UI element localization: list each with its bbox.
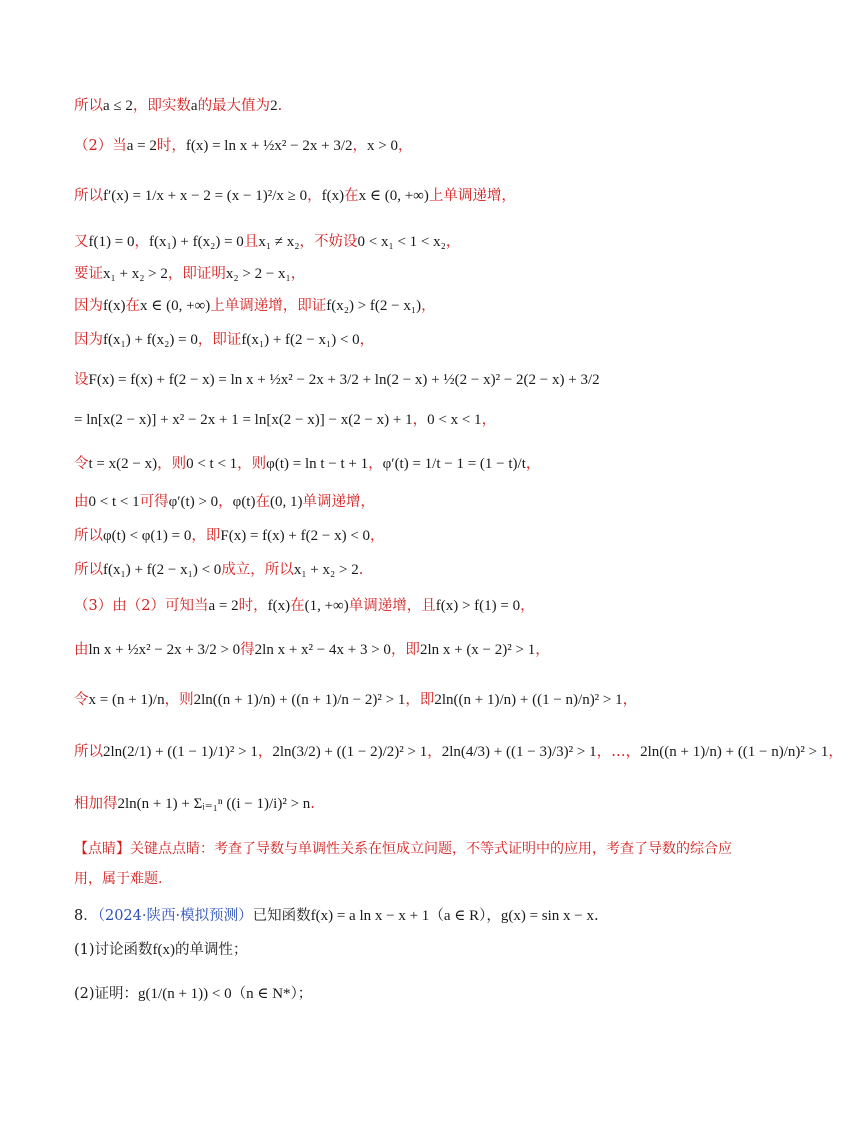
math-expression: f(1) = 0 <box>88 234 135 250</box>
text-span: 单调递增，且 <box>348 598 436 614</box>
math-expression: f(x) > f(1) = 0 <box>435 598 521 614</box>
text-span: ， <box>368 456 383 472</box>
text-line <box>74 526 740 546</box>
text-span: . <box>310 796 315 812</box>
text-span: ，则 <box>157 456 187 472</box>
math-expression: 2ln(2/1) + ((1 − 1)/1)² > 1 <box>103 744 258 760</box>
key-point-tag: 【点睛】 <box>74 841 130 857</box>
text-span: ， <box>481 412 497 428</box>
text-span: 已知函数 <box>252 908 311 924</box>
text-span: 上单调递增， <box>428 188 516 204</box>
math-expression: 0 < x < 1 <box>427 412 482 428</box>
math-expression: a = 2 <box>208 598 239 614</box>
math-expression: f(x) = ln x + ½x² − 2x + 3/2 <box>185 138 353 154</box>
math-expression: x ∈ (0, +∞) <box>140 298 211 314</box>
text-span: ， <box>257 744 273 760</box>
text-span: ）； <box>290 986 313 1002</box>
text-span: 时， <box>156 138 186 154</box>
text-span: ，即证明 <box>167 266 226 282</box>
math-expression: t = x(2 − x) <box>88 456 158 472</box>
math-expression: a <box>190 98 198 114</box>
math-expression: φ(t) <box>232 494 256 510</box>
text-span: 且 <box>243 234 259 250</box>
text-line <box>74 264 740 284</box>
math-expression: a ∈ R <box>443 908 480 924</box>
text-span: 设 <box>74 372 89 388</box>
text-span: ， <box>359 332 375 348</box>
text-span: ， <box>421 298 436 314</box>
text-span: 由 <box>74 642 89 658</box>
text-span: ， <box>828 744 843 760</box>
text-span: ， <box>370 528 385 544</box>
text-span: 在 <box>344 188 359 204</box>
text-span: 要证 <box>74 266 103 282</box>
text-span: 得 <box>240 642 255 658</box>
math-expression: x = (n + 1)/n <box>88 692 165 708</box>
text-span: ， <box>134 234 149 250</box>
text-span: 的最大值为 <box>197 98 271 114</box>
text-span: （ <box>231 986 247 1002</box>
text-span: (2)证明： <box>74 986 139 1002</box>
text-line <box>74 640 740 660</box>
math-expression: f(x) <box>103 298 126 314</box>
text-line <box>74 186 740 206</box>
text-line <box>74 370 740 390</box>
text-line <box>74 742 843 762</box>
text-span: 上单调递增，即证 <box>210 298 327 314</box>
text-line <box>74 492 740 512</box>
text-line <box>74 690 740 710</box>
math-expression: f(x₁) + f(2 − x₁) < 0 <box>103 562 222 578</box>
text-span: 因为 <box>74 298 103 314</box>
math-expression: φ(t) < φ(1) = 0 <box>103 528 192 544</box>
text-span: 所以 <box>74 98 103 114</box>
math-expression: x₁ + x₂ > 2 <box>293 562 359 578</box>
math-expression: 2ln x + x² − 4x + 3 > 0 <box>254 642 391 658</box>
text-span: ， <box>218 494 233 510</box>
text-span: ，则 <box>237 456 267 472</box>
text-span: (1)讨论函数 <box>74 942 153 958</box>
math-expression: 0 < x₁ < 1 < x₂ <box>357 234 446 250</box>
key-point-comment <box>74 834 740 894</box>
math-expression: = ln[x(2 − x)] + x² − 2x + 1 = ln[x(2 − x)] − x(2 − x) + 1 <box>74 412 413 428</box>
text-span: ，即实数 <box>132 98 191 114</box>
text-span: 在 <box>290 598 305 614</box>
text-span: 又 <box>74 234 89 250</box>
text-span: 所以 <box>74 528 103 544</box>
text-span: 可得 <box>139 494 169 510</box>
math-expression: f(x) <box>152 942 176 958</box>
math-expression: a = 2 <box>126 138 157 154</box>
text-span: ）， <box>479 908 501 924</box>
text-span: ， <box>622 692 638 708</box>
text-span: ， <box>427 744 442 760</box>
math-expression: 2ln(n + 1) + Σᵢ₌₁ⁿ ((i − 1)/i)² > n <box>117 796 311 812</box>
text-span: ， <box>290 266 306 282</box>
text-span: ， <box>352 138 368 154</box>
text-line <box>74 136 740 156</box>
math-expression: f′(x) = 1/x + x − 2 = (x − 1)²/x ≥ 0 <box>103 188 308 204</box>
math-expression: f(x₂) > f(2 − x₁) <box>326 298 422 314</box>
math-expression: φ(t) = ln t − t + 1 <box>266 456 369 472</box>
math-expression: x > 0 <box>367 138 398 154</box>
math-expression: f(x₁) + f(2 − x₁) < 0 <box>241 332 360 348</box>
math-expression: φ′(t) = 1/t − 1 = (1 − t)/t <box>382 456 526 472</box>
text-span: ，即 <box>191 528 221 544</box>
math-expression: f(x) <box>321 188 345 204</box>
math-expression: g(x) = sin x − x <box>500 908 595 924</box>
math-expression: 2ln(3/2) + ((1 − 2)/2)² > 1 <box>272 744 428 760</box>
text-span: （ <box>429 908 444 924</box>
text-span: （3）由（2）可知当 <box>74 598 209 614</box>
text-line <box>74 906 740 926</box>
text-span: . <box>277 98 283 114</box>
math-expression: φ′(t) > 0 <box>168 494 219 510</box>
text-line <box>74 410 740 430</box>
math-expression: x₁ ≠ x₂ <box>258 234 300 250</box>
text-span: 令 <box>74 692 89 708</box>
text-span: ，则 <box>164 692 194 708</box>
math-expression: 2ln x + (x − 2)² > 1 <box>419 642 536 658</box>
text-span: . <box>594 908 599 924</box>
text-span: 8． <box>74 908 98 924</box>
text-span: 所以 <box>74 188 103 204</box>
text-span: 在 <box>125 298 140 314</box>
math-expression: x ∈ (0, +∞) <box>358 188 429 204</box>
text-line <box>74 330 740 350</box>
math-expression: 0 < t < 1 <box>88 494 140 510</box>
text-line <box>74 96 740 116</box>
math-expression: x₁ + x₂ > 2 <box>103 266 168 282</box>
text-line <box>74 940 740 960</box>
text-span: ， <box>535 642 550 658</box>
text-span: ，不妨设 <box>299 234 358 250</box>
math-expression: f(x₁) + f(x₂) = 0 <box>103 332 198 348</box>
math-expression: f(x) <box>267 598 291 614</box>
math-expression: (1, +∞) <box>304 598 349 614</box>
math-expression: g(1/(n + 1)) < 0 <box>138 986 232 1002</box>
math-expression: (0, 1) <box>269 494 303 510</box>
text-span: 令 <box>74 456 89 472</box>
text-line <box>74 984 740 1004</box>
math-expression: 0 < t < 1 <box>186 456 238 472</box>
math-expression: f(x) = a ln x − x + 1 <box>310 908 430 924</box>
text-span: 相加得 <box>74 796 118 812</box>
math-expression: 2ln(4/3) + ((1 − 3)/3)² > 1 <box>441 744 597 760</box>
text-line <box>74 596 740 616</box>
text-span: ，即 <box>405 692 435 708</box>
text-span: ，…， <box>596 744 641 760</box>
text-span: . <box>358 562 364 578</box>
math-expression: x₂ > 2 − x₁ <box>225 266 291 282</box>
math-expression: n ∈ N* <box>246 986 291 1002</box>
key-point-text: 关键点点睛：考查了导数与单调性关系在恒成立问题，不等式证明中的应用，考查了导数的综合应用，属于难题. <box>74 841 732 887</box>
text-span: 由 <box>74 494 89 510</box>
text-span: 因为 <box>74 332 103 348</box>
text-line <box>74 794 740 814</box>
text-span: （2024·陕西·模拟预测） <box>97 908 253 924</box>
text-line <box>74 454 740 474</box>
text-span: 在 <box>255 494 270 510</box>
text-span: 所以 <box>74 744 103 760</box>
text-span: ， <box>412 412 428 428</box>
text-span: ， <box>445 234 461 250</box>
text-span: 时， <box>238 598 268 614</box>
text-span: ， <box>520 598 535 614</box>
math-expression: 2ln((n + 1)/n) + ((1 − n)/n)² > 1 <box>640 744 829 760</box>
math-expression: F(x) = f(x) + f(2 − x) < 0 <box>220 528 371 544</box>
math-expression: F(x) = f(x) + f(2 − x) = ln x + ½x² − 2x + 3/2 + ln(2 − x) + ½(2 − x)² − 2(2 − x) + 3/2 <box>88 372 600 388</box>
text-line <box>74 232 740 252</box>
text-span: 的单调性； <box>175 942 248 958</box>
text-span: ， <box>525 456 541 472</box>
text-span: 单调递增， <box>302 494 375 510</box>
text-span: （2）当 <box>74 138 127 154</box>
math-expression: a ≤ 2 <box>103 98 133 114</box>
math-expression: 2 <box>270 98 278 114</box>
text-span: ，即 <box>390 642 420 658</box>
text-span: 成立，所以 <box>221 562 294 578</box>
text-span: ， <box>397 138 413 154</box>
math-expression: 2ln((n + 1)/n) + ((n + 1)/n − 2)² > 1 <box>193 692 406 708</box>
math-expression: ln x + ½x² − 2x + 3/2 > 0 <box>88 642 241 658</box>
text-line <box>74 560 740 580</box>
text-span: 所以 <box>74 562 103 578</box>
text-line <box>74 296 740 316</box>
text-span: ，即证 <box>197 332 242 348</box>
math-expression: f(x₁) + f(x₂) = 0 <box>148 234 244 250</box>
math-expression: 2ln((n + 1)/n) + ((1 − n)/n)² > 1 <box>434 692 623 708</box>
text-span: ， <box>307 188 322 204</box>
